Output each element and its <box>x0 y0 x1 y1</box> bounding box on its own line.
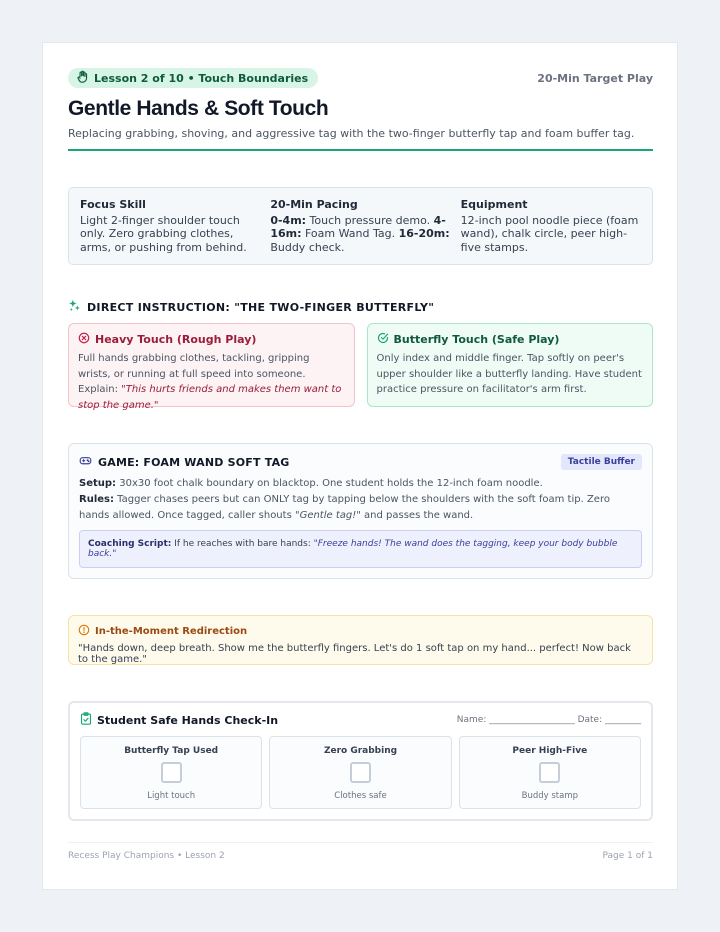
pacing-text <box>270 214 450 255</box>
safe-play-title <box>377 332 644 347</box>
redirection-title <box>78 624 643 639</box>
instruction-heading <box>68 299 653 315</box>
pacing-phase-2-label: 4-16m: <box>270 213 446 240</box>
game-setup-label: Setup: <box>79 478 117 489</box>
coaching-script-text: If he reaches with bare hands: <box>171 539 314 550</box>
rough-play-title-label: Heavy Touch (Rough Play) <box>95 333 257 346</box>
redirection-title-label: In-the-Moment Redirection <box>95 626 248 638</box>
pacing-phase-1-label: 0-4m: <box>270 213 307 227</box>
page-footer <box>68 842 653 861</box>
game-rules-text: Tagger chases peers but can ONLY tag by tapping below the shoulders with the soft foam tip. Zero hands allowed. Once tagged, caller shouts <box>79 493 610 521</box>
equipment-text: 12-inch pool noodle piece (foam wand), chalk circle, peer high-five stamps. <box>460 213 639 254</box>
check-in-title <box>80 712 278 728</box>
rough-play-title <box>78 332 345 347</box>
lesson-badge-label: Lesson 2 of 10 • Touch Boundaries <box>94 71 309 85</box>
focus-skill <box>80 198 260 254</box>
check-in-item-zero-grabbing <box>269 736 451 809</box>
check-in-item-sub: Light touch <box>147 791 196 802</box>
check-in-item-title: Butterfly Tap Used <box>124 746 219 757</box>
header-topline <box>68 68 653 88</box>
rough-play-card <box>68 323 355 411</box>
page-subtitle: Replacing grabbing, shoving, and aggressive tag with the two-finger butterfly tap and foam buffer tag. <box>68 127 635 140</box>
footer-left: Recess Play Champions • Lesson 2 <box>68 851 225 861</box>
check-in-item-sub: Buddy stamp <box>521 791 579 802</box>
pacing-phase-2-text: Foam Wand Tag. <box>301 227 399 240</box>
game-tag: Tactile Buffer <box>561 454 642 470</box>
game-setup <box>79 476 642 492</box>
checkbox[interactable] <box>161 762 182 783</box>
game-setup-text: 30x30 foot chalk boundary on blacktop. One student holds the 12-inch foam noodle. <box>116 478 543 489</box>
coaching-script-label: Coaching Script: <box>88 539 172 550</box>
gamepad-icon <box>79 454 92 470</box>
pacing-heading: 20-Min Pacing <box>270 198 358 211</box>
lesson-page <box>42 42 678 890</box>
check-in-item-sub: Clothes safe <box>334 791 387 802</box>
game-rules-quote: "Gentle tag!" <box>294 509 361 521</box>
check-in-header <box>80 712 641 728</box>
checkbox[interactable] <box>539 762 560 783</box>
game-body <box>79 476 642 523</box>
equipment-heading: Equipment <box>460 198 528 211</box>
pacing-phase-1-text: Touch pressure demo. <box>306 213 434 227</box>
alert-circle-icon <box>78 624 90 639</box>
game-rules-label: Rules: <box>79 493 114 505</box>
check-in-item-title: Zero Grabbing <box>323 746 398 757</box>
sparkle-icon <box>68 299 81 315</box>
safe-play-title-label: Butterfly Touch (Safe Play) <box>393 333 560 346</box>
name-date-fields[interactable]: Name: ___________________ Date: ________ <box>456 715 641 726</box>
redirection-alert <box>68 615 653 665</box>
lesson-badge <box>68 68 318 88</box>
game-title <box>79 454 290 470</box>
safe-play-text: Only index and middle finger. Tap softly on peer's upper shoulder like a butterfly landing. Have student practice pressure on facilitator's arm first. <box>376 353 642 395</box>
focus-skill-text: Light 2-finger shoulder touch only. Zero grabbing clothes, arms, or pushing from behind. <box>80 213 247 254</box>
game-panel <box>68 443 653 579</box>
rough-play-text <box>78 351 345 413</box>
x-circle-icon <box>78 332 90 347</box>
hand-icon <box>76 70 89 86</box>
safe-play-card <box>367 323 654 407</box>
game-rules-end: and passes the wand. <box>360 509 474 521</box>
touch-comparison <box>68 323 653 411</box>
check-in-item-title: Peer High-Five <box>512 746 588 757</box>
focus-skill-heading: Focus Skill <box>80 198 146 211</box>
page-number: Page 1 of 1 <box>602 851 653 861</box>
check-in-item-butterfly-tap <box>80 736 262 809</box>
coaching-script <box>79 530 642 568</box>
checkbox[interactable] <box>350 762 371 783</box>
header-divider <box>68 149 653 151</box>
check-circle-icon <box>377 332 389 347</box>
pacing <box>270 198 450 254</box>
target-duration: 20-Min Target Play <box>537 71 653 85</box>
coaching-script-quote: "Freeze hands! The wand does the tagging, keep your body bubble back." <box>88 539 618 560</box>
game-rules <box>79 492 642 524</box>
check-in-item-peer-high-five <box>459 736 641 809</box>
game-title-label: GAME: FOAM WAND SOFT TAG <box>98 455 290 469</box>
rough-play-quote: "This hurts friends and makes them want to stop the game." <box>78 384 342 411</box>
rough-play-desc: Full hands grabbing clothes, tackling, gripping wrists, or running at full speed into someone. Explain: <box>78 353 310 395</box>
clipboard-check-icon <box>80 712 92 728</box>
redirection-text: "Hands down, deep breath. Show me the butterfly fingers. Let's do 1 soft tap on my hand... perfect! Now back to the game." <box>78 643 631 666</box>
pacing-phase-3-text: Buddy check. <box>270 240 345 254</box>
check-in-title-label: Student Safe Hands Check-In <box>97 713 279 727</box>
equipment <box>461 198 641 254</box>
instruction-heading-label: DIRECT INSTRUCTION: "THE TWO-FINGER BUTTERFLY" <box>87 300 435 314</box>
check-in-boxes <box>80 736 641 809</box>
overview-panel <box>68 187 653 265</box>
check-in-panel <box>68 701 653 821</box>
page-title: Gentle Hands & Soft Touch <box>68 97 329 120</box>
game-header <box>79 454 642 470</box>
pacing-phase-3-label: 16-20m: <box>398 227 450 240</box>
